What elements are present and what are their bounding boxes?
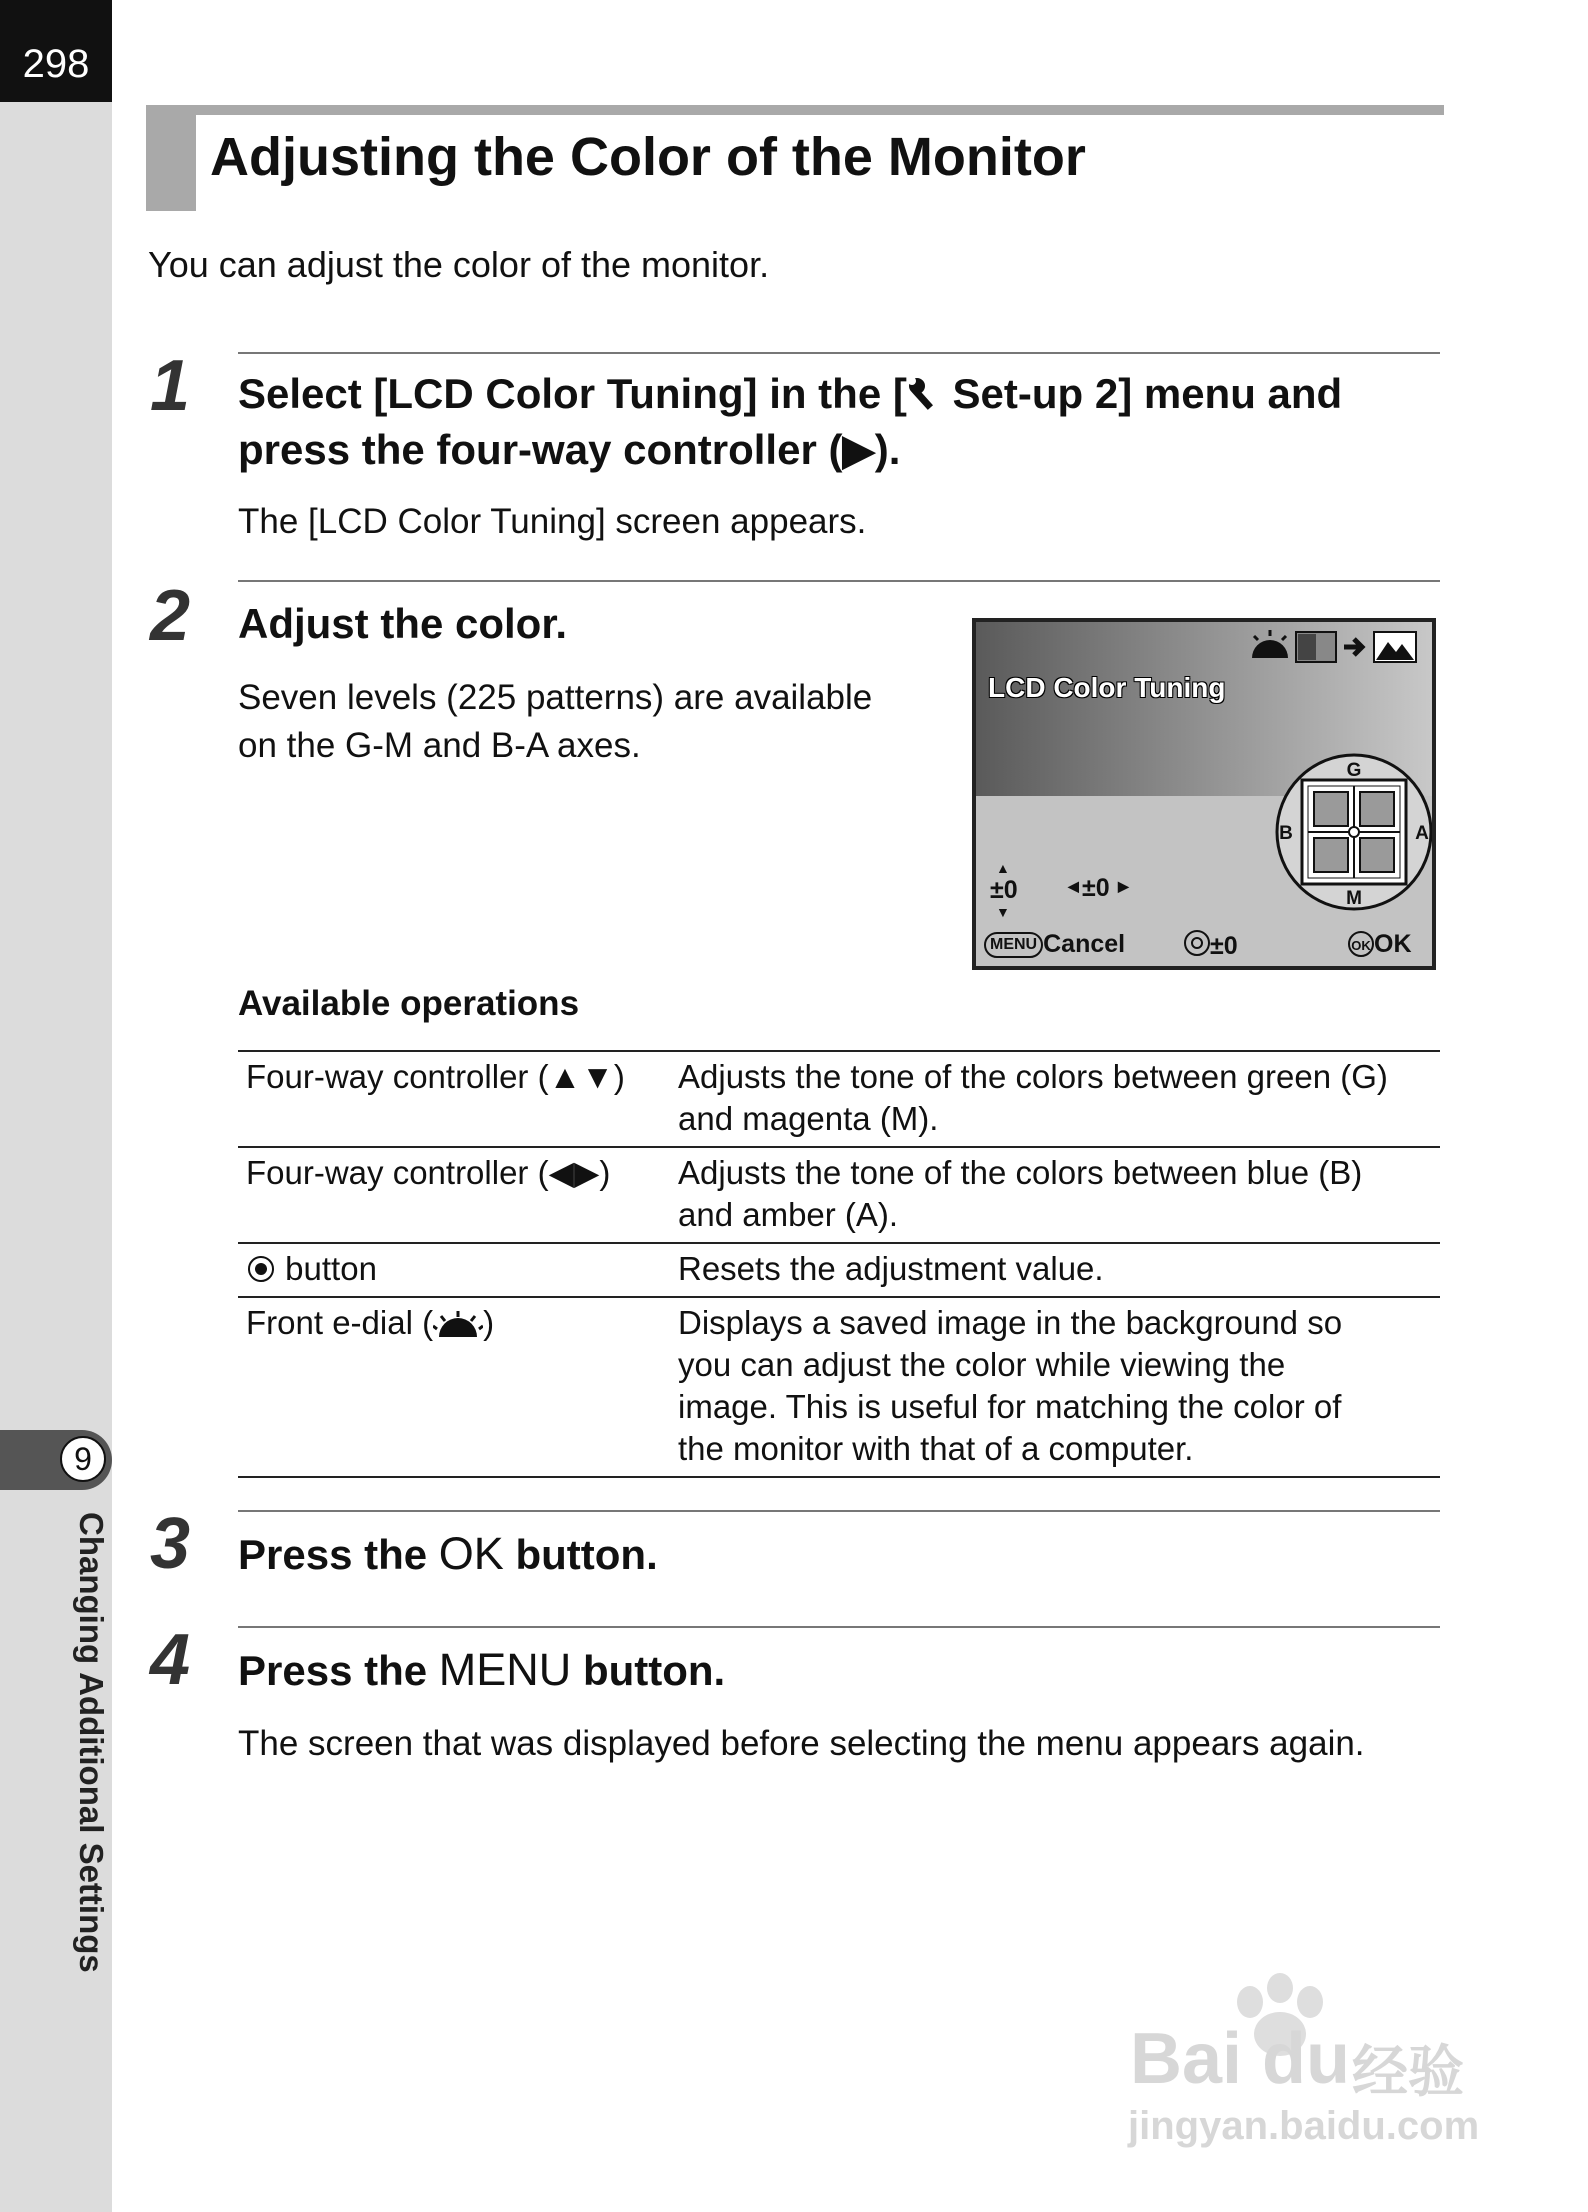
operation-description <box>670 1243 1440 1297</box>
menu-button-key: MENU <box>438 1644 572 1695</box>
operation-description <box>670 1147 1440 1243</box>
ba-value: ±0 <box>1082 874 1110 902</box>
step-2-text-line2: on the G-M and B-A axes. <box>238 726 641 765</box>
operation-description <box>670 1051 1440 1147</box>
ok-button-key: OK <box>438 1528 504 1579</box>
ok-label: OK <box>1374 930 1412 958</box>
step-1-number: 1 <box>150 346 191 426</box>
chapter-number: 9 <box>60 1436 106 1482</box>
table-row <box>238 1243 1440 1297</box>
axis-m-label: M <box>1346 888 1362 909</box>
operation-control-label: button <box>285 1250 377 1287</box>
wrench-icon <box>907 376 941 412</box>
operation-control-suffix: ) <box>483 1304 495 1341</box>
table-row <box>238 1297 1440 1477</box>
step-4-title <box>238 1642 725 1699</box>
step-2-text-line1: Seven levels (225 patterns) are available <box>238 678 873 717</box>
color-grid-diagram <box>1274 752 1434 912</box>
description-line: Adjusts the tone of the colors between green (G) <box>678 1058 1388 1095</box>
operation-control: Four-way controller (◀▶) <box>246 1154 611 1191</box>
axis-g-label: G <box>1346 760 1362 781</box>
operation-description <box>670 1297 1440 1477</box>
operation-control-prefix: Front e-dial ( <box>246 1304 434 1341</box>
step-2-divider <box>238 580 1440 582</box>
left-arrow-icon: ◀ <box>1068 878 1079 894</box>
description-line: and amber (A). <box>678 1196 899 1233</box>
step-3-title-suffix: button. <box>503 1531 658 1578</box>
watermark-url: jingyan.baidu.com <box>1128 2104 1480 2148</box>
operation-control <box>238 1243 670 1297</box>
lcd-cancel <box>984 930 1125 959</box>
down-arrow-icon: ▼ <box>996 904 1010 920</box>
step-3-title-prefix: Press the <box>238 1531 439 1578</box>
reset-value: ±0 <box>1210 932 1238 960</box>
page-title: Adjusting the Color of the Monitor <box>210 127 1086 187</box>
background-image-icons <box>1250 630 1426 666</box>
watermark-brand-cn: 经验 <box>1352 2040 1464 2103</box>
axis-b-label: B <box>1279 823 1293 844</box>
description-line: and magenta (M). <box>678 1100 939 1137</box>
reset-button-icon <box>1184 930 1210 956</box>
lcd-top-icons <box>1250 630 1426 671</box>
step-3-divider <box>238 1510 1440 1512</box>
axis-a-label: A <box>1415 823 1429 844</box>
description-line: the monitor with that of a computer. <box>678 1430 1194 1467</box>
step-4-title-suffix: button. <box>571 1647 726 1694</box>
step-2-title: Adjust the color. <box>238 600 568 647</box>
description-line: you can adjust the color while viewing the <box>678 1346 1286 1383</box>
step-1-text: The [LCD Color Tuning] screen appears. <box>238 502 867 541</box>
lcd-reset <box>1184 930 1238 961</box>
lcd-ok <box>1348 930 1412 959</box>
step-3-number: 3 <box>150 1504 191 1584</box>
chapter-title: Changing Additional Settings <box>73 1512 110 1973</box>
gm-value: ±0 <box>990 876 1018 904</box>
operation-control <box>238 1297 670 1477</box>
intro-text: You can adjust the color of the monitor. <box>148 244 770 285</box>
table-row <box>238 1147 1440 1243</box>
reset-button-icon <box>246 1254 276 1284</box>
operations-table <box>238 1050 1440 1478</box>
step-4-text: The screen that was displayed before selecting the menu appears again. <box>238 1724 1365 1763</box>
description-line: Displays a saved image in the background so <box>678 1304 1343 1341</box>
step-2-text <box>238 674 872 770</box>
step-2-number: 2 <box>150 576 191 656</box>
lcd-title: LCD Color Tuning <box>988 672 1226 703</box>
step-1-divider <box>238 352 1440 354</box>
description-line: Resets the adjustment value. <box>678 1250 1104 1287</box>
description-line: image. This is useful for matching the color of <box>678 1388 1342 1425</box>
step-1-title-part1: Select [LCD Color Tuning] in the [ <box>238 370 907 417</box>
step-3-title <box>238 1526 658 1583</box>
step-1-title-part2: Set-up 2] menu and <box>940 370 1343 417</box>
right-arrow-icon: ▶ <box>1118 878 1129 894</box>
menu-key-badge: MENU <box>984 932 1043 958</box>
front-e-dial-icon <box>433 1311 483 1339</box>
ok-key-badge: OK <box>1348 931 1374 957</box>
title-bar-left <box>146 105 196 211</box>
step-1-title <box>238 366 1342 478</box>
table-row <box>238 1051 1440 1147</box>
description-line: Adjusts the tone of the colors between blue (B) <box>678 1154 1363 1191</box>
step-4-divider <box>238 1626 1440 1628</box>
step-4-number: 4 <box>150 1620 191 1700</box>
title-bar-top <box>146 105 1444 115</box>
operations-heading: Available operations <box>238 984 580 1023</box>
step-1-title-line2: press the four-way controller (▶). <box>238 426 901 473</box>
lcd-color-tuning-screen <box>972 618 1436 970</box>
step-4-title-prefix: Press the <box>238 1647 439 1694</box>
operation-control: Four-way controller (▲▼) <box>246 1058 625 1095</box>
watermark-brand: Bai du <box>1130 2019 1351 2099</box>
page-number: 298 <box>22 42 90 86</box>
up-arrow-icon: ▲ <box>996 860 1010 876</box>
cancel-label: Cancel <box>1043 930 1126 958</box>
color-tuning-grid <box>1274 752 1434 917</box>
